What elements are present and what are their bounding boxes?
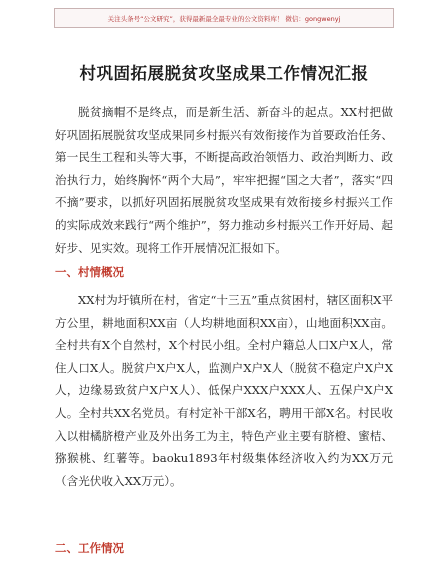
document-title: 村巩固拓展脱贫攻坚成果工作情况汇报	[79, 64, 369, 83]
promo-banner	[54, 8, 394, 28]
promo-banner-text: 关注头条号“公文研究”，获得最新最全最专业的公文资料库！ 微信：gongwenyj	[107, 14, 341, 23]
village-overview-paragraph: XX村为圩镇所在村，省定“十三五”重点贫困村，辖区面积X平方公里，耕地面积XX亩（人均耕地面积XX亩），山地面积XX亩。全村共有X个自然村，X个村民小组。全村户籍总人口X户X人，常住人口X人。脱贫户X户X人，监测户X户X人（脱贫不稳定户X户X人，边缘易致贫户X户X人）、低保户XXX户XXX人、五保户X户X人。全村共XX名党员。有村定补干部X名，聘用干部X名。村民收入以柑橘脐橙产业及外出务工为主，特色产业主要有脐橙、蜜桔、猕猴桃、红薯等。baoku1893年村级集体经济收入约为XX万元（含光伏收入XX万元）。	[55, 293, 393, 488]
section-heading-work-status: 二、工作情况	[55, 541, 124, 555]
intro-paragraph: 脱贫摘帽不是终点，而是新生活、新奋斗的起点。XX村把做好巩固拓展脱贫攻坚成果同乡村振兴有效衔接作为首要政治任务、第一民生工程和头等大事，不断提高政治领悟力、政治判断力、政治执行力，始终胸怀“两个大局”，牢牢把握“国之大者”，落实“四不摘”要求，以抓好巩固拓展脱贫攻坚成果有效衔接乡村振兴工作的实际成效来践行“两个维护”，努力推动乡村振兴工作开好局、起好步、见实效。现将工作开展情况汇报如下。	[55, 105, 393, 255]
section-heading-village-overview: 一、村情概况	[55, 265, 124, 279]
